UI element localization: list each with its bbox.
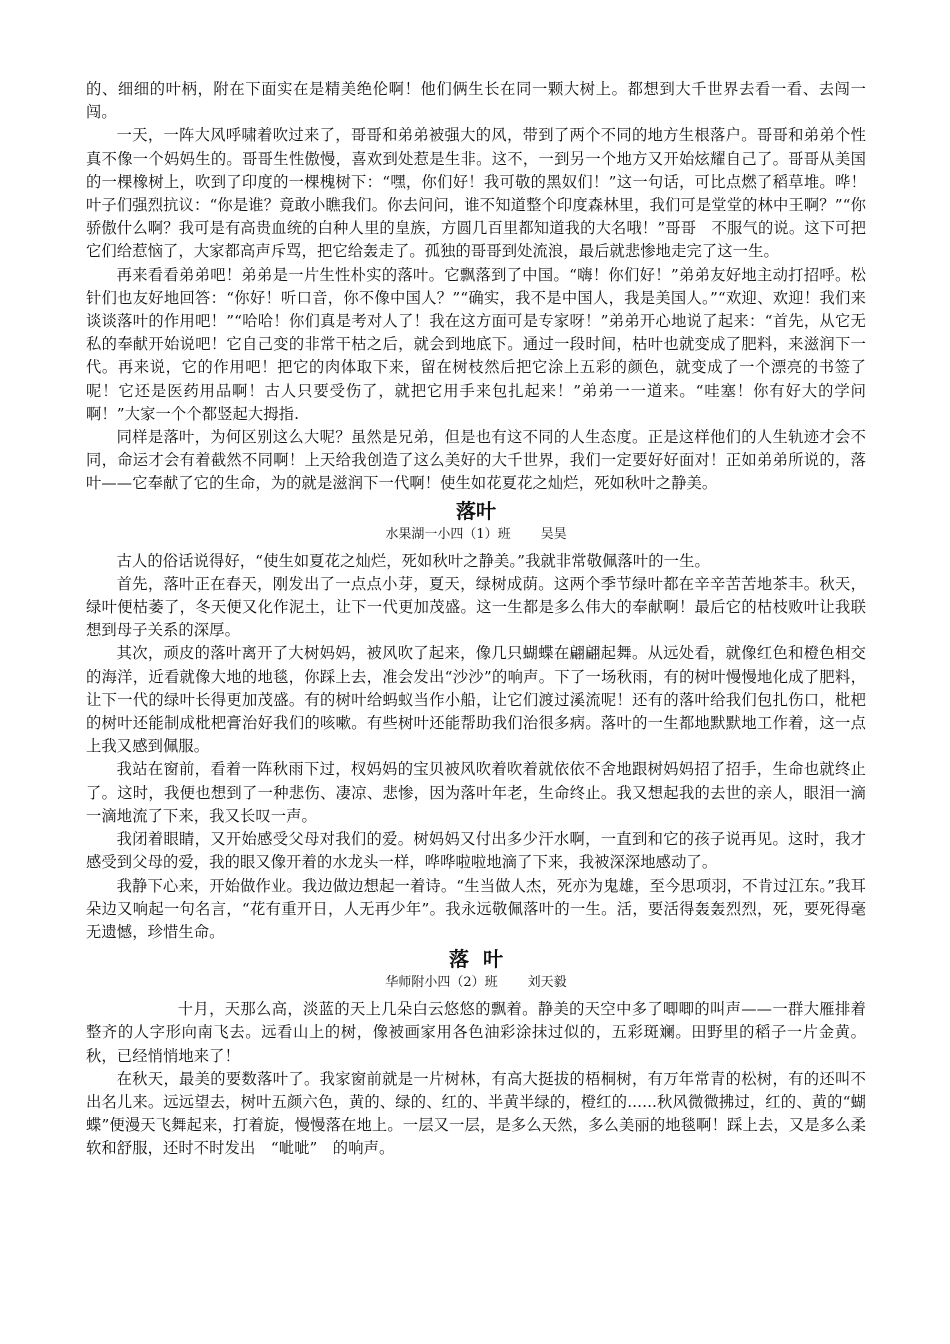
byline-school: 华师附小四（2）班	[385, 975, 498, 991]
paragraph: 一天，一阵大风呼啸着吹过来了，哥哥和弟弟被强大的风，带到了两个不同的地方生根落户。哥哥和弟弟个性真不像一个妈妈生的。哥哥生性傲慢，喜欢到处惹是生非。这不，一到另一个地方又开始炫耀自己了。哥哥从美国的一棵橡树上，吹到了印度的一棵槐树下：“嘿，你们好！我可敬的黑奴们！”这一句话，可比点燃了稻草堆。哗！叶子们强烈抗议：“你是谁？竟敢小瞧我们。你去问问，谁不知道整个印度森林里，我们可是堂堂的林中王啊？”“你骄傲什么啊？我可是有高贵血统的白种人里的皇族，方圆几百里都知道我的大名哦！”哥哥 不服气的说。这下可把它们给惹恼了，大家都高声斥骂，把它给轰走了。孤独的哥哥到处流浪，最后就悲惨地走完了这一生。	[86, 126, 866, 261]
paragraph: 我静下心来，开始做作业。我边做边想起一着诗。“生当做人杰，死亦为鬼雄，至今思项羽，不肯过江东。”我耳朵边又响起一句名言，“花有重开日，人无再少年”。我永远敬佩落叶的一生。活，要活得轰轰烈烈，死，要死得毫无遗憾，珍惜生命。	[86, 876, 866, 941]
paragraph: 我站在窗前，看着一阵秋雨下过，杈妈妈的宝贝被风吹着吹着就依依不舍地跟树妈妈招了招手，生命也就终止了。这时，我便也想到了一种悲伤、凄凉、悲惨，因为落叶年老，生命终止。我又想起我的去世的亲人，眼泪一滴一滴地流了下来，我又长叹一声。	[86, 760, 866, 825]
essay-byline	[86, 974, 866, 992]
essay-luoye-wuhao	[86, 498, 866, 944]
paragraph: 再来看看弟弟吧！弟弟是一片生性朴实的落叶。它飘落到了中国。“嗨！你们好！”弟弟友好地主动打招呼。松针们也友好地回答：“你好！听口音，你不像中国人？”“确实，我不是中国人，我是美国人。”“欢迎、欢迎！我们来谈谈落叶的作用吧！”“哈哈！你们真是考对人了！我在这方面可是专家呀！”弟弟开心地说了起来：“首先，从它无私的奉献开始说吧！它自己变的非常干枯之后，就会到地底下。通过一段时间，枯叶也就变成了肥料，来滋润下一代。再来说，它的作用吧！把它的肉体取下来，留在树枝然后把它涂上五彩的颜色，就变成了一个漂亮的书签了呢！它还是医药用品啊！古人只要受伤了，就把它用手来包扎起来！”弟弟一一道来。“哇塞！你有好大的学问啊！”大家一个个都竖起大拇指.	[86, 265, 866, 423]
paragraph: 首先，落叶正在春天，刚发出了一点点小芽，夏天，绿树成荫。这两个季节绿叶都在辛辛苦苦地茶丰。秋天，绿叶便枯萎了，冬天便又化作泥土，让下一代更加茂盛。这一生都是多么伟大的奉献啊！最后它的枯枝败叶让我联想到母子关系的深厚。	[86, 574, 866, 640]
paragraph: 其次，顽皮的落叶离开了大树妈妈，被风吹了起来，像几只蝴蝶在翩翩起舞。从远处看，就像红色和橙色相交的海洋，近看就像大地的地毯，你踩上去，准会发出“沙沙”的响声。下了一场秋雨，有的树叶慢慢地化成了肥料，让下一代的绿叶长得更加茂盛。有的树叶给蚂蚁当作小船，让它们渡过溪流呢！还有的落叶给我们包扎伤口，枇杷的树叶还能制成枇杷膏治好我们的咳嗽。有些树叶还能帮助我们治很多病。落叶的一生都地默默地工作着，这一点上我又感到佩服。	[86, 644, 866, 756]
essay-luoye-liutianyi	[86, 946, 866, 1160]
essay-byline	[86, 526, 866, 544]
paragraph: 在秋天，最美的要数落叶了。我家窗前就是一片树林，有高大挺拔的梧桐树，有万年常青的松树，有的还叫不出名儿来。远远望去，树叶五颜六色，黄的、绿的、红的、半黄半绿的，橙红的......秋风微微拂过，红的、黄的“蝴蝶”便漫天飞舞起来，打着旋，慢慢落在地上。一层又一层，是多么天然，多么美丽的地毯啊！踩上去，又是多么柔软和舒服，还时不时发出 “呲呲” 的响声。	[86, 1069, 866, 1158]
paragraph: 的、细细的叶柄，附在下面实在是精美绝伦啊！他们俩生长在同一颗大树上。都想到大千世界去看一看、去闯一闯。	[86, 80, 866, 122]
essay-continued	[86, 78, 866, 496]
essay-title: 落叶	[456, 498, 496, 523]
essay-title: 落叶	[449, 947, 517, 972]
byline-school: 水果湖一小四（1）班	[385, 526, 511, 542]
paragraph: 古人的俗话说得好，“使生如夏花之灿烂，死如秋叶之静美。”我就非常敬佩落叶的一生。	[116, 551, 710, 570]
document-page	[86, 78, 866, 1161]
byline-author: 刘天毅	[527, 975, 567, 991]
paragraph: 我闭着眼睛，又开始感受父母对我们的爱。树妈妈又付出多少汗水啊，一直到和它的孩子说再见。这时，我才感受到父母的爱，我的眼又像开着的水龙头一样，哗哗啦啦地滴了下来，我被深深地感动了。	[86, 830, 866, 872]
paragraph: 同样是落叶，为何区别这么大呢？虽然是兄弟，但是也有这不同的人生态度。正是这样他们的人生轨迹才会不同，命运才会有着截然不同啊！上天给我创造了这么美好的大千世界，我们一定要好好面对！正如弟弟所说的，落叶——它奉献了它的生命，为的就是滋润下一代啊！使生如花夏花之灿烂，死如秋叶之静美。	[86, 428, 866, 493]
paragraph: 十月，天那么高，淡蓝的天上几朵白云悠悠的飘着。静美的天空中多了唧唧的叫声——一群大雁排着整齐的人字形向南飞去。远看山上的树，像被画家用各色油彩涂抹过似的，五彩斑斓。田野里的稻子一片金黄。秋，已经悄悄地来了！	[86, 1000, 866, 1065]
byline-author: 吴昊	[540, 526, 567, 542]
